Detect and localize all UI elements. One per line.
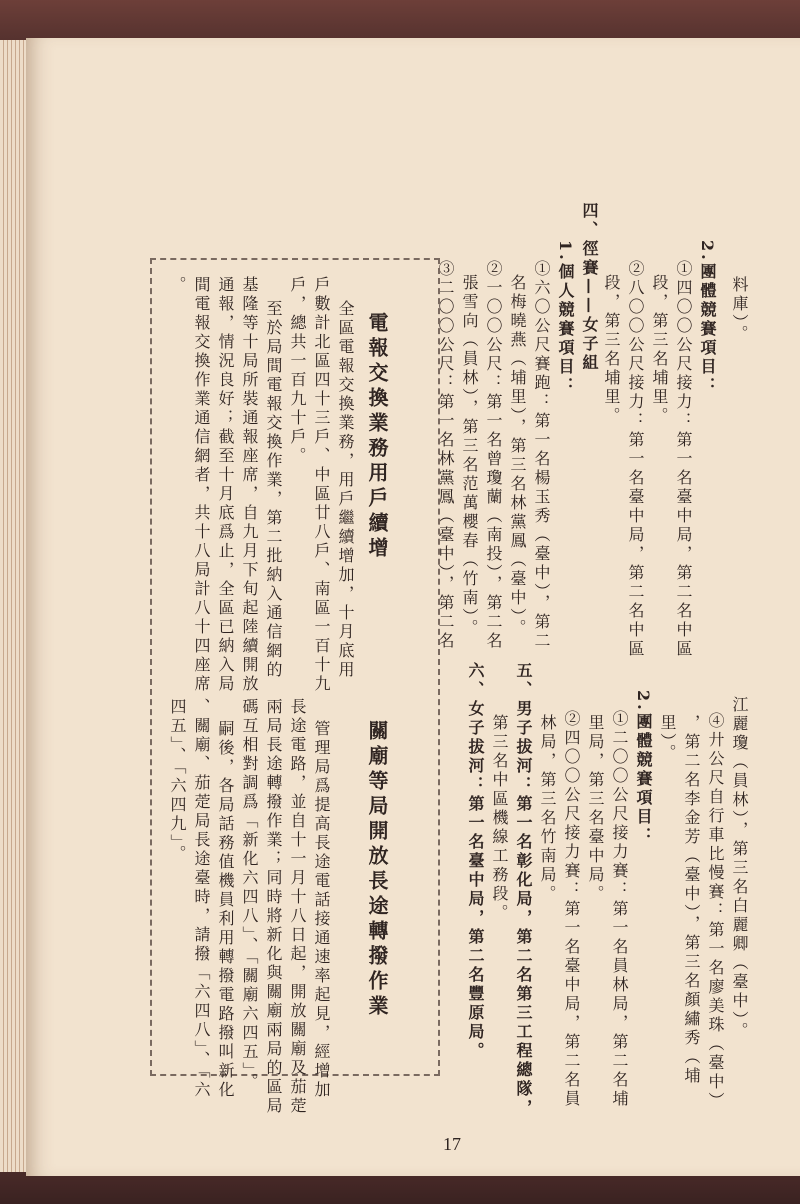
document-page (26, 38, 800, 1176)
text-line: 段，第三名埔里。 (650, 274, 669, 426)
text-line: 2.團體競賽項目： (634, 690, 653, 846)
text-line: 四五」、「六四九」。 (168, 698, 187, 864)
text-line: 里局，第三名臺中局。 (586, 714, 605, 904)
text-line: ①四〇〇公尺接力：第一名臺中局，第二名中區 (674, 260, 693, 659)
section-heading: 五、男子拔河：第一名彰化局，第二名第三工程總隊， (514, 662, 533, 1118)
text-line: 兩局長途轉撥作業；同時將新化與關廟兩局的區局 (264, 698, 283, 1116)
text-line: 段，第三名埔里。 (602, 274, 621, 426)
section-heading: 六、女子拔河：第一名臺中局，第二名豐原局。 (466, 662, 485, 1061)
text-line: ③二〇〇公尺：第一名林黨鳳（臺中），第二名 (436, 260, 455, 651)
text-line: 。 (168, 276, 187, 295)
text-line: 江麗瓊（員林），第三名白麗卿（臺中）。 (730, 696, 749, 1041)
text-line: 通報，情況良好；截至十月底爲止，全區已納入局 (216, 276, 235, 694)
text-line: ②一〇〇公尺：第一名曾瓊蘭（南投），第二名 (484, 260, 503, 651)
text-line: ①二〇〇公尺接力賽：第一名員林局，第二名埔 (610, 710, 629, 1109)
text-line: ①六〇公尺賽跑：第一名楊玉秀（臺中），第二 (532, 260, 551, 651)
text-line: 張雪向（員林），第三名范萬櫻春（竹南）。 (460, 274, 479, 638)
text-line: 戶數計北區四十三戶、中區廿八戶、南區一百十九 (312, 276, 331, 694)
text-line: 戶，總共一百九十戶。 (288, 276, 307, 466)
text-line: 至於局間電報交換作業，第二批納入通信網的 (264, 300, 283, 680)
page-number: 17 (443, 1134, 461, 1154)
text-line: 林局，第三名竹南局。 (538, 714, 557, 904)
text-line: 基隆等十局所裝通報座席，自九月下旬起陸續開放 (240, 276, 259, 694)
text-line: 2.團體競賽項目： (698, 240, 717, 396)
text-line: 嗣後，各局話務值機員利用轉撥電路撥叫新化 (216, 720, 235, 1100)
text-line: ，第二名李金芳（臺中），第三名顏繡秀（埔 (682, 714, 701, 1086)
section-heading: 四、徑賽——女子組 (580, 202, 599, 373)
text-line: 管理局爲提高長途電話接通速率起見，經增加 (312, 720, 331, 1100)
text-line: 名梅曉燕（埔里），第三名林黨鳳（臺中）。 (508, 274, 527, 638)
notice-box (150, 258, 440, 1116)
text-line: 、關廟、茄萣局長途臺時，請撥「六四八」、「六 (192, 698, 211, 1100)
text-line: ②八〇〇公尺接力：第一名臺中局，第二名中區 (626, 260, 645, 659)
text-line: 全區電報交換業務，用戶繼續增加，十月底用 (336, 300, 355, 680)
text-line: 1.個人競賽項目： (556, 240, 575, 396)
text-line: 料庫）。 (730, 276, 749, 344)
text-line: 第三名中區機線工務段。 (490, 714, 509, 923)
article-title: 電報交換業務用戶續增 (365, 312, 389, 562)
text-line: 間電報交換作業通信網者，共十八局計八十四座席 (192, 276, 211, 694)
text-line: 碼互相對調爲「新化六四八」、「關廟六四五」。 (240, 698, 259, 1092)
article-title: 關廟等局開放長途轉撥作業 (365, 720, 389, 1020)
text-line: ④廾公尺自行車比慢賽：第一名廖美珠（臺中） (706, 712, 725, 1111)
text-line: 長途電路，並自十一月十八日起，開放關廟及茄萣 (288, 698, 307, 1116)
text-line: 里）。 (658, 714, 677, 763)
text-line: ②四〇〇公尺接力賽：第一名臺中局，第二名員 (562, 710, 581, 1109)
